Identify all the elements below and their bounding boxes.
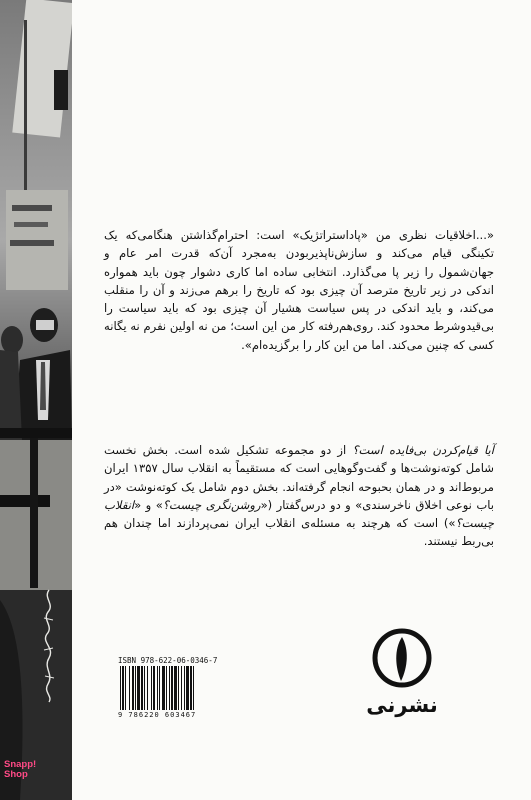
isbn-label: ISBN 978-622-06-0346-7	[118, 656, 218, 665]
lecture-title-2: انقلاب چیست؟	[104, 497, 494, 531]
publisher-name: نشرنی	[366, 693, 438, 717]
description-block	[104, 441, 494, 551]
quote-block	[104, 226, 494, 354]
barcode-bars	[118, 666, 222, 710]
lecture-title-1: روشن‌نگری چیست؟	[162, 497, 261, 512]
barcode-area	[118, 656, 226, 720]
description-text-3: ») است که هرچند به مسئله‌ی انقلاب ایران نمی‌پردازند اما چندان هم بی‌ربط نیستند.	[104, 516, 494, 549]
store-sticker	[4, 760, 50, 780]
handwritten-signature	[40, 588, 58, 704]
description-text-1: از دو مجموعه تشکیل شده است. بخش نخست شامل کوته‌نوشت‌ها و گفت‌وگوهایی است که مستقیماً به انقلاب سال ۱۳۵۷ ایران مربوط‌اند و در همان بحبوحه انجام گرفته‌اند. بخش دوم شامل یک کوته‌نوشت «در باب نوعی اخلاق ناخرسندی» و دو درس‌گفتار («	[104, 443, 494, 512]
cover-photograph	[0, 0, 72, 800]
sticker-line-2: Shop	[4, 769, 28, 780]
description-text-2: » و «	[134, 497, 163, 512]
sticker-line-1: Snapp!	[4, 759, 37, 770]
reed-circle-icon	[367, 623, 437, 693]
barcode-number: 9 786220 603467	[118, 711, 197, 719]
description-paragraph	[104, 441, 494, 551]
book-title-italic: آیا قیام‌کردن بی‌فایده است؟	[352, 443, 494, 457]
quote-text: «...اخلاقیات نظری من «پادا‌ستراتژیک» است: احترام‌گذاشتن هنگامی‌که یک تکینگی قیام می‌کند و سازش‌ناپذیربودن به‌مجرد آن‌که قدرت امر عام و جهان‌شمول را زیر پا می‌گذارد. انتخابی ساده اما کاری دشوار چون باید همواره اندکی در زیر تاریخ مترصد آن چیزی بود که تاریخ را برهم می‌زند و آن را منقلب می‌کند، و باید اندکی در پس سیاست هشیار آن چیزی بود که باید سیاست را بی‌قیدوشرط محدود کند. روی‌هم‌رفته کار من این است؛ من نه اولین نفرم نه یگانه کسی که چنین می‌کند. اما من این کار را برگزیده‌ام».	[104, 228, 494, 352]
protest-photo-illustration	[0, 0, 72, 800]
